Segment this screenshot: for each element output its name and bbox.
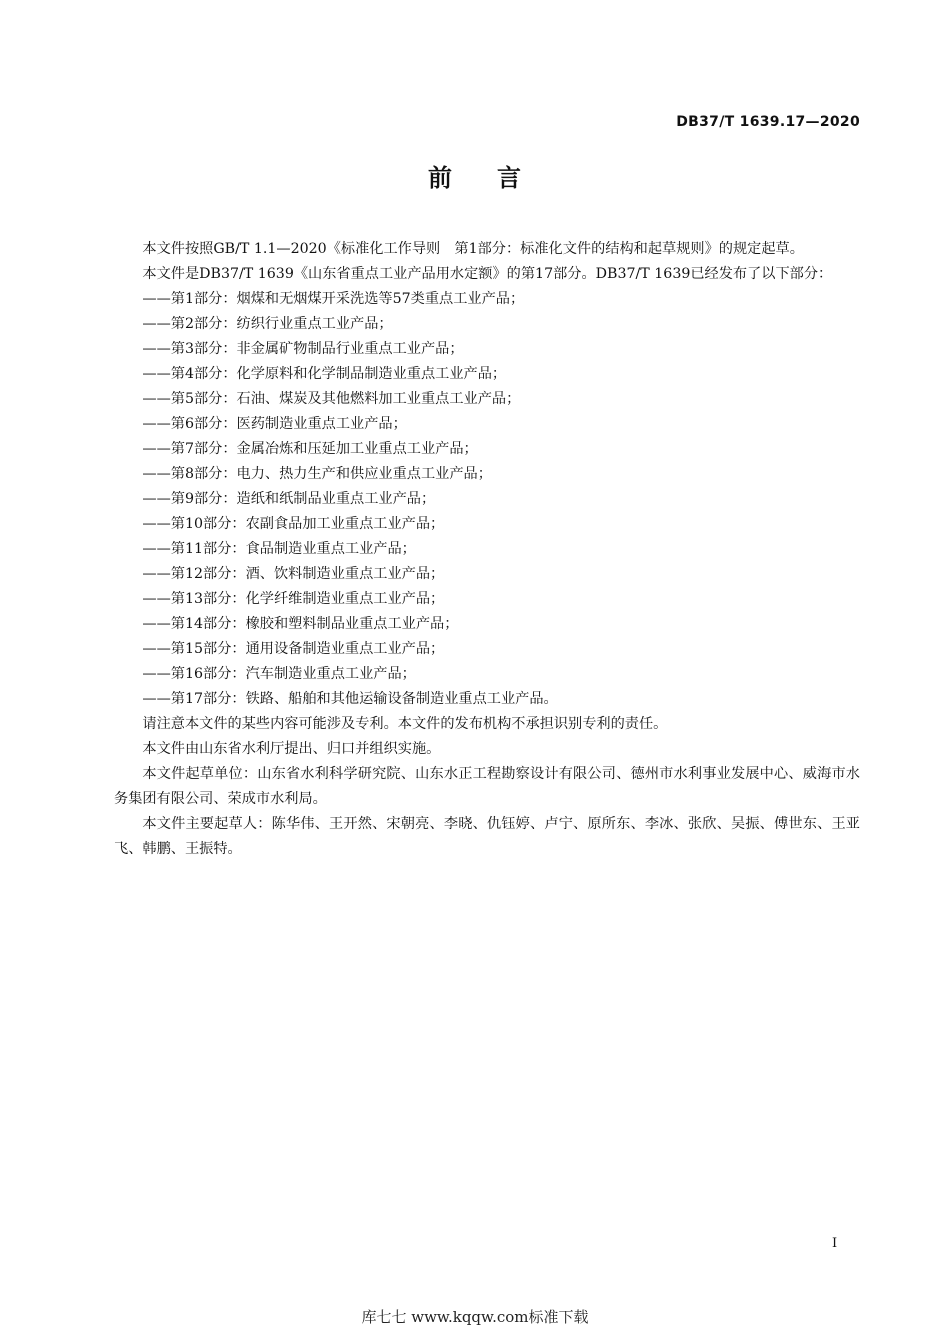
document-body [114, 237, 860, 862]
page-number: I [832, 1236, 838, 1251]
list-item: ——第17部分：铁路、船舶和其他运输设备制造业重点工业产品。 [142, 691, 558, 707]
list-item: ——第8部分：电力、热力生产和供应业重点工业产品； [142, 466, 492, 482]
list-item: ——第10部分：农副食品加工业重点工业产品； [142, 516, 445, 532]
list-item: ——第7部分：金属冶炼和压延加工业重点工业产品； [142, 441, 478, 457]
paragraph-patent-notice: 请注意本文件的某些内容可能涉及专利。本文件的发布机构不承担识别专利的责任。 [142, 716, 668, 732]
list-item: ——第9部分：造纸和纸制品业重点工业产品； [142, 491, 436, 507]
list-item: ——第5部分：石油、煤炭及其他燃料加工业重点工业产品； [142, 391, 521, 407]
list-item: ——第1部分：烟煤和无烟煤开采洗选等57类重点工业产品； [142, 291, 525, 307]
list-item: ——第2部分：纺织行业重点工业产品； [142, 316, 393, 332]
document-code: DB37/T 1639.17—2020 [676, 114, 860, 130]
paragraph-drafting-units: 本文件起草单位：山东省水利科学研究院、山东水正工程勘察设计有限公司、德州市水利事业发展中心、威海市水务集团有限公司、荣成市水利局。 [114, 766, 860, 807]
page-title-char-2: 言 [497, 164, 522, 192]
paragraph-drafters: 本文件主要起草人：陈华伟、王开然、宋朝亮、李晓、仇钰婷、卢宁、原所东、李冰、张欣、吴振、傅世东、王亚飞、韩鹏、王振特。 [114, 816, 860, 857]
list-item: ——第11部分：食品制造业重点工业产品； [142, 541, 416, 557]
page-title [0, 158, 950, 193]
list-item: ——第13部分：化学纤维制造业重点工业产品； [142, 591, 445, 607]
parts-list [114, 287, 860, 712]
paragraph-series-intro: 本文件是DB37/T 1639《山东省重点工业产品用水定额》的第17部分。DB37/T 1639已经发布了以下部分： [142, 266, 833, 282]
list-item: ——第14部分：橡胶和塑料制品业重点工业产品； [142, 616, 459, 632]
paragraph-drafting-basis: 本文件按照GB/T 1.1—2020《标准化工作导则 第1部分：标准化文件的结构和起草规则》的规定起草。 [142, 241, 804, 257]
list-item: ——第15部分：通用设备制造业重点工业产品； [142, 641, 445, 657]
site-watermark: 库七七 www.kqqw.com标准下载 [361, 1308, 589, 1326]
list-item: ——第6部分：医药制造业重点工业产品； [142, 416, 407, 432]
list-item: ——第3部分：非金属矿物制品行业重点工业产品； [142, 341, 464, 357]
list-item: ——第12部分：酒、饮料制造业重点工业产品； [142, 566, 445, 582]
list-item: ——第16部分：汽车制造业重点工业产品； [142, 666, 416, 682]
list-item: ——第4部分：化学原料和化学制品制造业重点工业产品； [142, 366, 507, 382]
paragraph-proposer: 本文件由山东省水利厅提出、归口并组织实施。 [142, 741, 441, 757]
page-title-char-1: 前 [428, 164, 453, 192]
